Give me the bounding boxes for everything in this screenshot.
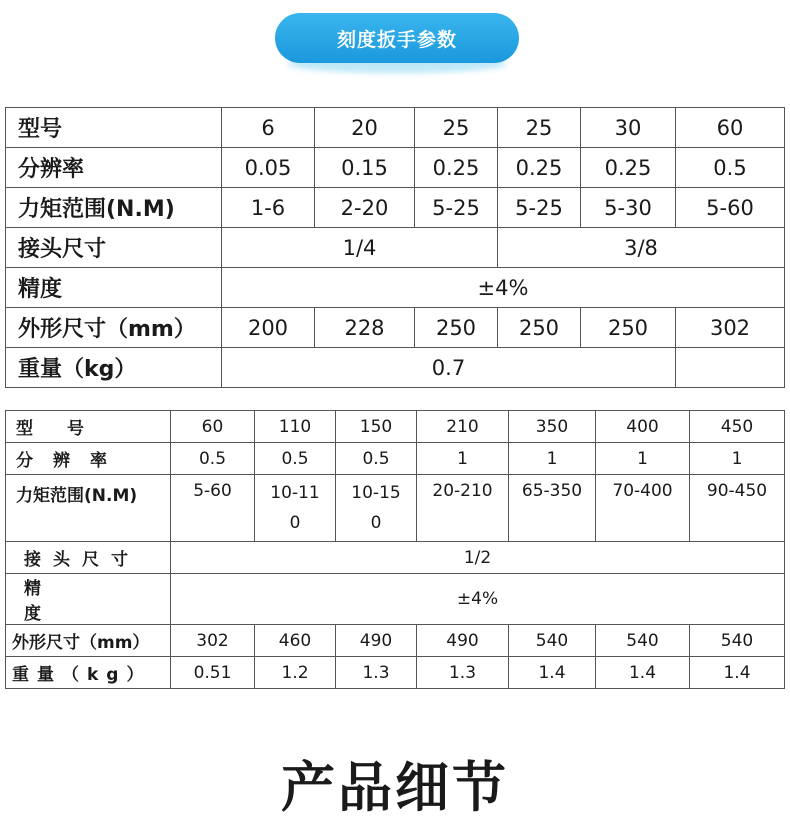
table-cell: 1.3 — [336, 657, 417, 689]
row-label-weight: 重量（kg） — [6, 657, 171, 689]
row-label-resolution: 分辨率 — [6, 148, 222, 188]
table-cell: 0.7 — [222, 348, 676, 388]
table-row — [6, 411, 785, 443]
table-cell: 540 — [509, 625, 596, 657]
table-cell: 150 — [336, 411, 417, 443]
table-cell: 1.4 — [690, 657, 785, 689]
table-cell: 60 — [171, 411, 255, 443]
table-row — [6, 188, 785, 228]
spec-table-small — [5, 107, 785, 388]
table-cell: 0.15 — [315, 148, 415, 188]
table-cell: 25 — [498, 108, 581, 148]
table-cell: 0.5 — [255, 443, 336, 475]
table-cell: 1 — [596, 443, 690, 475]
section-title: 产品细节 — [281, 756, 509, 819]
table-cell: 90-450 — [690, 475, 785, 542]
table-cell: 1 — [690, 443, 785, 475]
row-label-accuracy: 精度 — [6, 268, 222, 308]
table-cell: 250 — [415, 308, 498, 348]
table-cell: 302 — [171, 625, 255, 657]
table-cell: 20 — [315, 108, 415, 148]
table-cell: 200 — [222, 308, 315, 348]
row-label-model: 型号 — [6, 108, 222, 148]
row-label-connector-size: 接头尺寸 — [6, 542, 171, 574]
table-cell: 1 — [509, 443, 596, 475]
table-cell: 5-25 — [498, 188, 581, 228]
table-cell: 25 — [415, 108, 498, 148]
table-cell: 20-210 — [417, 475, 509, 542]
table-cell: 5-60 — [676, 188, 785, 228]
table-row — [6, 542, 785, 574]
table-cell: 1.4 — [509, 657, 596, 689]
table-row — [6, 308, 785, 348]
row-label-resolution: 分辨率 — [6, 443, 171, 475]
badge-title: 刻度扳手参数 — [275, 13, 519, 63]
table-cell: 460 — [255, 625, 336, 657]
table-cell: 5-60 — [171, 475, 255, 542]
table-cell: 0.25 — [581, 148, 676, 188]
table-cell: 1/4 — [222, 228, 498, 268]
table-cell: 70-400 — [596, 475, 690, 542]
table-cell: 0.5 — [336, 443, 417, 475]
row-label-connector-size: 接头尺寸 — [6, 228, 222, 268]
row-label-dimensions: 外形尺寸（mm） — [6, 625, 171, 657]
table-cell: 0.5 — [171, 443, 255, 475]
table-cell: 1 — [417, 443, 509, 475]
table-row — [6, 228, 785, 268]
table-cell: 540 — [690, 625, 785, 657]
row-label-torque-range: 力矩范围(N.M) — [6, 188, 222, 228]
table-cell: 490 — [417, 625, 509, 657]
row-label-accuracy: 精度 — [6, 574, 171, 625]
table-cell: 0.25 — [415, 148, 498, 188]
table-cell: 2-20 — [315, 188, 415, 228]
table-cell: 5-25 — [415, 188, 498, 228]
table-row — [6, 148, 785, 188]
table-cell: 1/2 — [171, 542, 785, 574]
table-cell: 60 — [676, 108, 785, 148]
table-cell: 490 — [336, 625, 417, 657]
table-cell: 1.3 — [417, 657, 509, 689]
table-cell: 540 — [596, 625, 690, 657]
table-row — [6, 268, 785, 308]
table-cell: 450 — [690, 411, 785, 443]
table-cell: ±4% — [222, 268, 785, 308]
table-cell: 250 — [498, 308, 581, 348]
spec-table-large — [5, 410, 785, 689]
table-cell — [676, 348, 785, 388]
section-header-badge — [275, 13, 519, 71]
table-row — [6, 108, 785, 148]
table-cell: 0.25 — [498, 148, 581, 188]
table-cell: 350 — [509, 411, 596, 443]
table-row — [6, 625, 785, 657]
row-label-dimensions: 外形尺寸（mm） — [6, 308, 222, 348]
table-cell: 65-350 — [509, 475, 596, 542]
row-label-torque-range: 力矩范围(N.M) — [6, 475, 171, 542]
row-label-model: 型号 — [6, 411, 171, 443]
table-row — [6, 574, 785, 625]
table-cell: ±4% — [171, 574, 785, 625]
table-cell: 302 — [676, 308, 785, 348]
row-label-weight: 重量（kg） — [6, 348, 222, 388]
table-cell: 0.05 — [222, 148, 315, 188]
table-cell: 5-30 — [581, 188, 676, 228]
table-cell: 0.5 — [676, 148, 785, 188]
table-cell: 228 — [315, 308, 415, 348]
table-cell: 210 — [417, 411, 509, 443]
table-cell: 110 — [255, 411, 336, 443]
table-cell: 1.4 — [596, 657, 690, 689]
table-cell: 1.2 — [255, 657, 336, 689]
table-cell: 10-150 — [336, 475, 417, 542]
table-cell: 250 — [581, 308, 676, 348]
table-row — [6, 443, 785, 475]
table-cell: 400 — [596, 411, 690, 443]
table-cell: 6 — [222, 108, 315, 148]
table-cell: 1-6 — [222, 188, 315, 228]
table-row — [6, 348, 785, 388]
table-cell: 30 — [581, 108, 676, 148]
table-row — [6, 657, 785, 689]
table-row — [6, 475, 785, 542]
table-cell: 3/8 — [498, 228, 785, 268]
table-cell: 0.51 — [171, 657, 255, 689]
table-cell: 10-110 — [255, 475, 336, 542]
